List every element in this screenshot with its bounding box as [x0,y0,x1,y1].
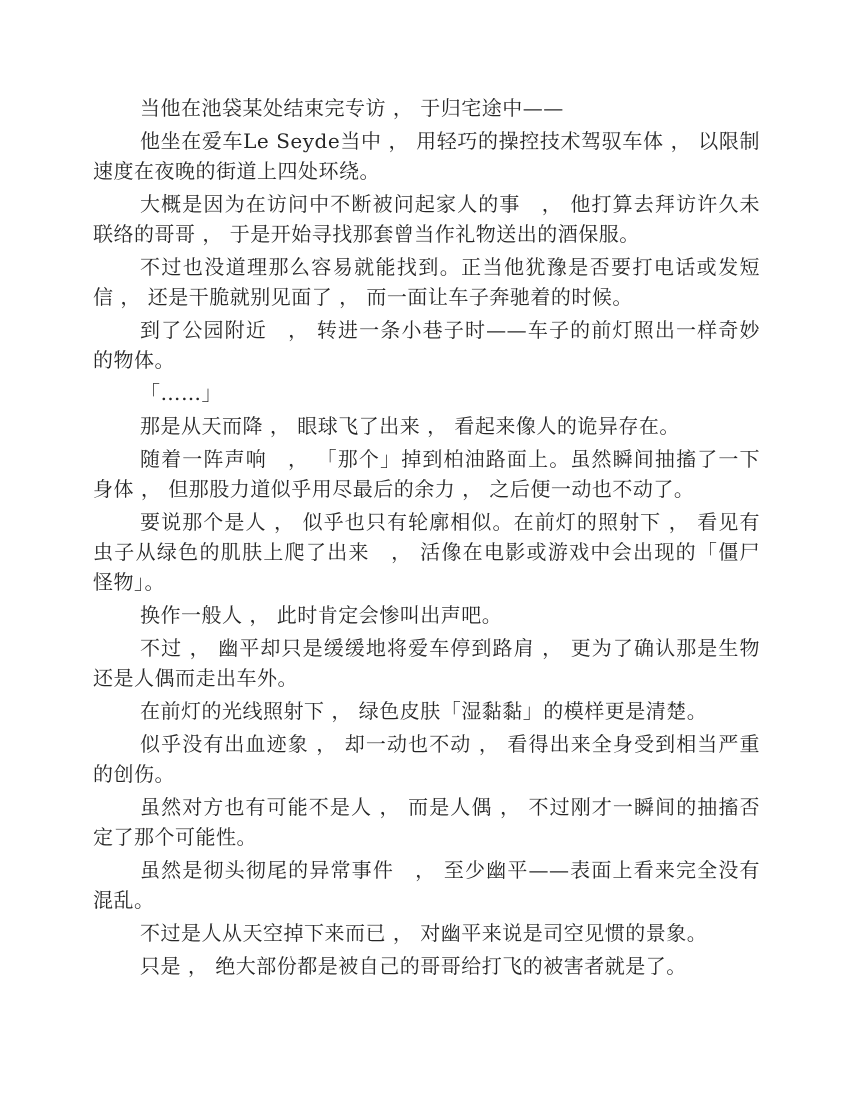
paragraph [93,792,760,852]
text-line: 定了那个可能性。 [93,825,257,849]
paragraph [93,696,760,726]
paragraph [93,855,760,915]
text-line: 随着一阵声响 ， 「那个」掉到柏油路面上。虽然瞬间抽搐了一下 [140,447,760,471]
text-line: 他坐在爱车Le Seyde当中 ， 用轻巧的操控技术驾驭车体 ， 以限制 [140,129,760,153]
paragraph [93,411,760,441]
text-line: 「……」 [140,381,222,405]
text-line: 虽然是彻头彻尾的异常事件 ， 至少幽平——表面上看来完全没有 [140,858,760,882]
text-line: 只是 ， 绝大部份都是被自己的哥哥给打飞的被害者就是了。 [140,954,687,978]
text-line: 那是从天而降 ， 眼球飞了出来 ， 看起来像人的诡异存在。 [140,414,680,438]
paragraph [93,93,760,123]
paragraph [93,444,760,504]
page-text [93,93,760,984]
text-line: 混乱。 [93,888,155,912]
text-line: 虽然对方也有可能不是人 ， 而是人偶 ， 不过刚才一瞬间的抽搐否 [140,795,760,819]
text-line: 的物体。 [93,348,175,372]
text-line: 速度在夜晚的街道上四处环绕。 [93,159,380,183]
text-line: 换作一般人 ， 此时肯定会惨叫出声吧。 [140,603,503,627]
text-line: 当他在池袋某处结束完专访 ， 于归宅途中—— [140,96,564,120]
text-line: 不过是人从天空掉下来而已 ， 对幽平来说是司空见惯的景象。 [140,921,708,945]
text-line: 大概是因为在访问中不断被问起家人的事 ， 他打算去拜访许久未 [140,192,760,216]
text-line: 还是人偶而走出车外。 [93,666,298,690]
text-line: 在前灯的光线照射下 ， 绿色皮肤「湿黏黏」的模样更是清楚。 [140,699,708,723]
paragraph [93,600,760,630]
text-line: 的创伤。 [93,762,175,786]
text-line: 到了公园附近 ， 转进一条小巷子时——车子的前灯照出一样奇妙 [140,318,760,342]
text-line: 身体 ， 但那股力道似乎用尽最后的余力 ， 之后便一动也不动了。 [93,477,695,501]
text-line: 似乎没有出血迹象 ， 却一动也不动 ， 看得出来全身受到相当严重 [140,732,760,756]
text-line: 不过也没道理那么容易就能找到。正当他犹豫是否要打电话或发短 [140,255,760,279]
paragraph [93,126,760,186]
text-line: 联络的哥哥 ， 于是开始寻找那套曾当作礼物送出的酒保服。 [93,222,640,246]
text-line: 怪物」。 [93,570,165,594]
text-line: 信 ， 还是干脆就别见面了 ， 而一面让车子奔驰着的时候。 [93,285,633,309]
paragraph [93,252,760,312]
paragraph [93,378,760,408]
paragraph [93,633,760,693]
paragraph [93,189,760,249]
paragraph [93,315,760,375]
paragraph [93,951,760,981]
text-line: 要说那个是人 ， 似乎也只有轮廓相似。在前灯的照射下 ， 看见有 [140,510,760,534]
paragraph [93,507,760,597]
paragraph [93,918,760,948]
paragraph [93,729,760,789]
text-line: 虫子从绿色的肌肤上爬了出来 ， 活像在电影或游戏中会出现的「僵尸 [93,540,760,564]
text-line: 不过 ， 幽平却只是缓缓地将爱车停到路肩 ， 更为了确认那是生物 [140,636,760,660]
